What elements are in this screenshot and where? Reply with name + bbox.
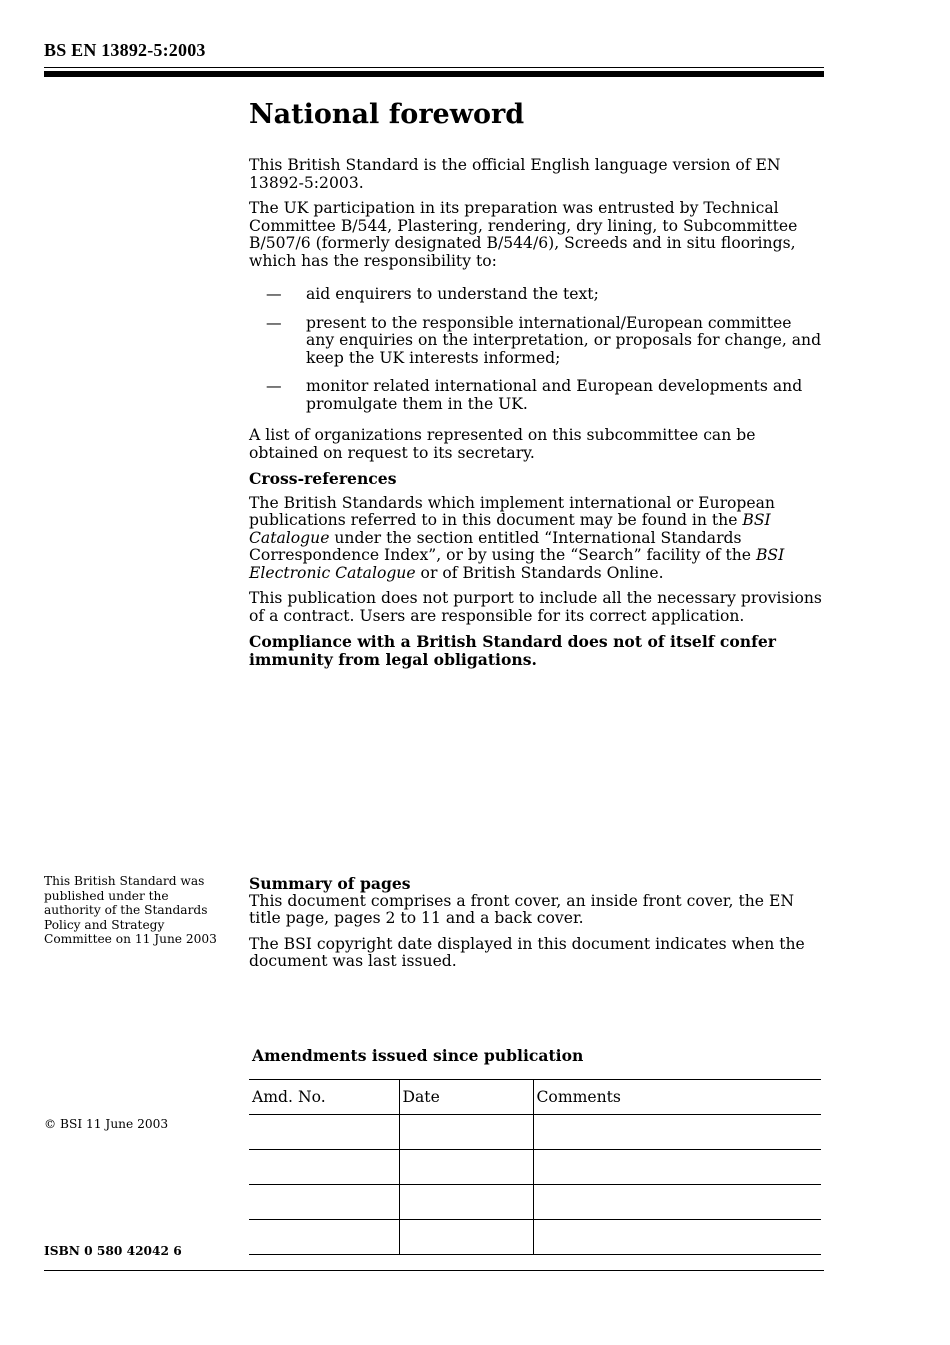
isbn-number: ISBN 0 580 42042 6 (44, 1244, 182, 1258)
table-cell (249, 1220, 399, 1255)
dash-marker: — (266, 285, 282, 303)
list-item (249, 378, 824, 413)
copyright-notice: © BSI 11 June 2003 (44, 1117, 169, 1131)
copyright-date-paragraph: The BSI copyright date displayed in this document indicates when the document was last issued. (249, 934, 805, 970)
table-cell (399, 1220, 533, 1255)
list-item (249, 286, 824, 304)
organizations-paragraph: A list of organizations represented on this subcommittee can be obtained on request to its secretary. (249, 426, 756, 462)
footer-rule (44, 1270, 824, 1271)
table-row (249, 1220, 821, 1255)
list-item (249, 315, 824, 368)
table-cell (249, 1150, 399, 1185)
publication-side-note: This British Standard was published under the authority of the Standards Policy and Strategy Committee on 11 June 2003 (44, 874, 217, 946)
participation-paragraph: The UK participation in its preparation was entrusted by Technical Committee B/544, Plastering, rendering, dry lining, to Subcommittee B/507/6 (formerly designated B/544/6), Screeds and in situ floorings, which has the responsibility to: (249, 199, 798, 270)
amendments-table (249, 1079, 821, 1255)
summary-pages-paragraph: This document comprises a front cover, an inside front cover, the EN title page, pages 2 to 11 and a back cover. (249, 891, 794, 927)
list-item-text: present to the responsible international/European committee any enquiries on the interpretation, or proposals for change, and keep the UK interests informed; (306, 313, 822, 367)
document-id: BS EN 13892-5:2003 (44, 40, 206, 60)
page-title: National foreword (249, 99, 525, 130)
cross-references-heading: Cross-references (249, 469, 397, 488)
table-row (249, 1150, 821, 1185)
table-cell (533, 1115, 821, 1150)
column-header-amd-no: Amd. No. (249, 1080, 399, 1115)
table-cell (533, 1150, 821, 1185)
list-item-text: monitor related international and European developments and promulgate them in the UK. (306, 377, 803, 413)
table-header-row (249, 1080, 821, 1115)
column-header-comments: Comments (533, 1080, 821, 1115)
amendments-title: Amendments issued since publication (252, 1046, 584, 1065)
responsibilities-list (249, 286, 824, 413)
header-thick-rule (44, 71, 824, 77)
compliance-note: Compliance with a British Standard does not of itself confer immunity from legal obligations. (249, 632, 776, 669)
main-content (249, 98, 824, 676)
table-cell (399, 1150, 533, 1185)
table-cell (399, 1115, 533, 1150)
cross-references-paragraph (249, 495, 824, 583)
table-row (249, 1185, 821, 1220)
table-cell (249, 1185, 399, 1220)
table-cell (399, 1185, 533, 1220)
table-cell (249, 1115, 399, 1150)
summary-section (249, 875, 824, 979)
cross-references-text-2: under the section entitled “International Standards Correspondence Index”, or by using the “Search” facility of the (249, 528, 756, 564)
summary-heading: Summary of pages (249, 874, 411, 893)
bsi-electronic-catalogue-name: BSI Electronic Catalogue (249, 546, 785, 582)
provisions-paragraph: This publication does not purport to include all the necessary provisions of a contract. Users are responsible for its correct application. (249, 589, 822, 625)
column-header-date: Date (399, 1080, 533, 1115)
header-thin-rule (44, 67, 824, 68)
intro-paragraph: This British Standard is the official English language version of EN 13892-5:2003. (249, 156, 781, 192)
cross-references-text-3: or of British Standards Online. (415, 563, 664, 582)
list-item-text: aid enquirers to understand the text; (306, 285, 599, 303)
table-row (249, 1115, 821, 1150)
bsi-catalogue-name: BSI Catalogue (249, 511, 771, 547)
cross-references-text-1: The British Standards which implement international or European publications referred to in this document may be found in the (249, 493, 775, 529)
dash-marker: — (266, 377, 282, 395)
table-cell (533, 1220, 821, 1255)
dash-marker: — (266, 313, 282, 332)
table-cell (533, 1185, 821, 1220)
